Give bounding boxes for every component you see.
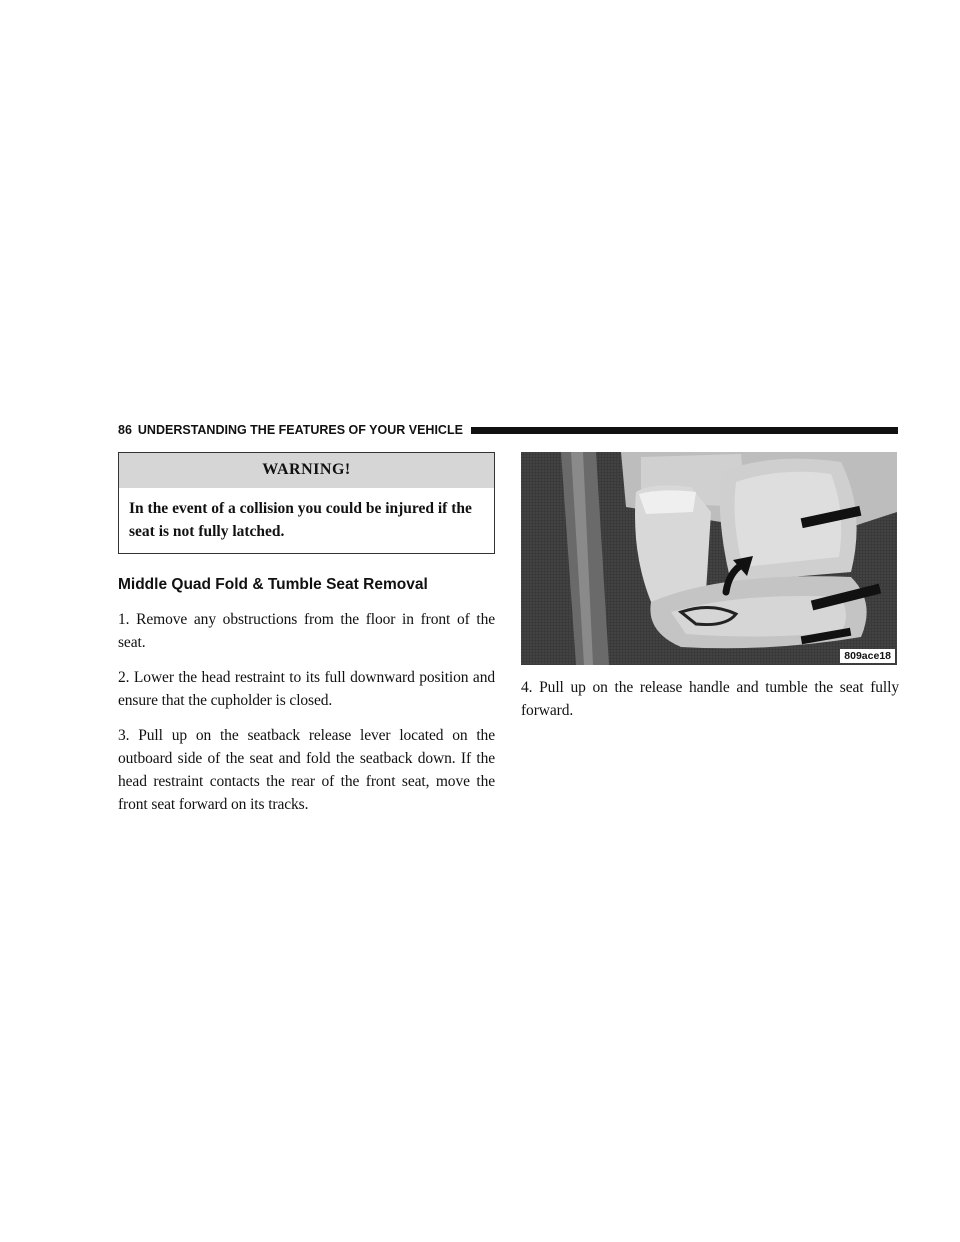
step-4: 4. Pull up on the release handle and tumble the seat fully forward. [521, 679, 899, 719]
right-column [521, 452, 899, 734]
header-rule [471, 427, 898, 434]
seat-figure [521, 452, 897, 665]
warning-title: WARNING! [119, 453, 494, 488]
page-number: 86 [118, 423, 132, 437]
section-title: UNDERSTANDING THE FEATURES OF YOUR VEHICLE [137, 423, 463, 437]
warning-box [118, 452, 495, 554]
warning-text: In the event of a collision you could be injured if the seat is not fully latched. [129, 500, 472, 540]
seat-illustration [521, 452, 897, 665]
step-3: 3. Pull up on the seatback release lever located on the outboard side of the seat and fold the seatback down. If the head restraint contacts the rear of the front seat, move the front seat forward on its tracks. [118, 727, 495, 813]
step-2: 2. Lower the head restraint to its full downward position and ensure that the cupholder is closed. [118, 669, 495, 709]
left-column [118, 452, 495, 828]
step-1: 1. Remove any obstructions from the floor in front of the seat. [118, 611, 495, 651]
figure-code: 809ace18 [840, 649, 895, 663]
section-heading: Middle Quad Fold & Tumble Seat Removal [118, 576, 428, 593]
page-header [118, 421, 898, 439]
